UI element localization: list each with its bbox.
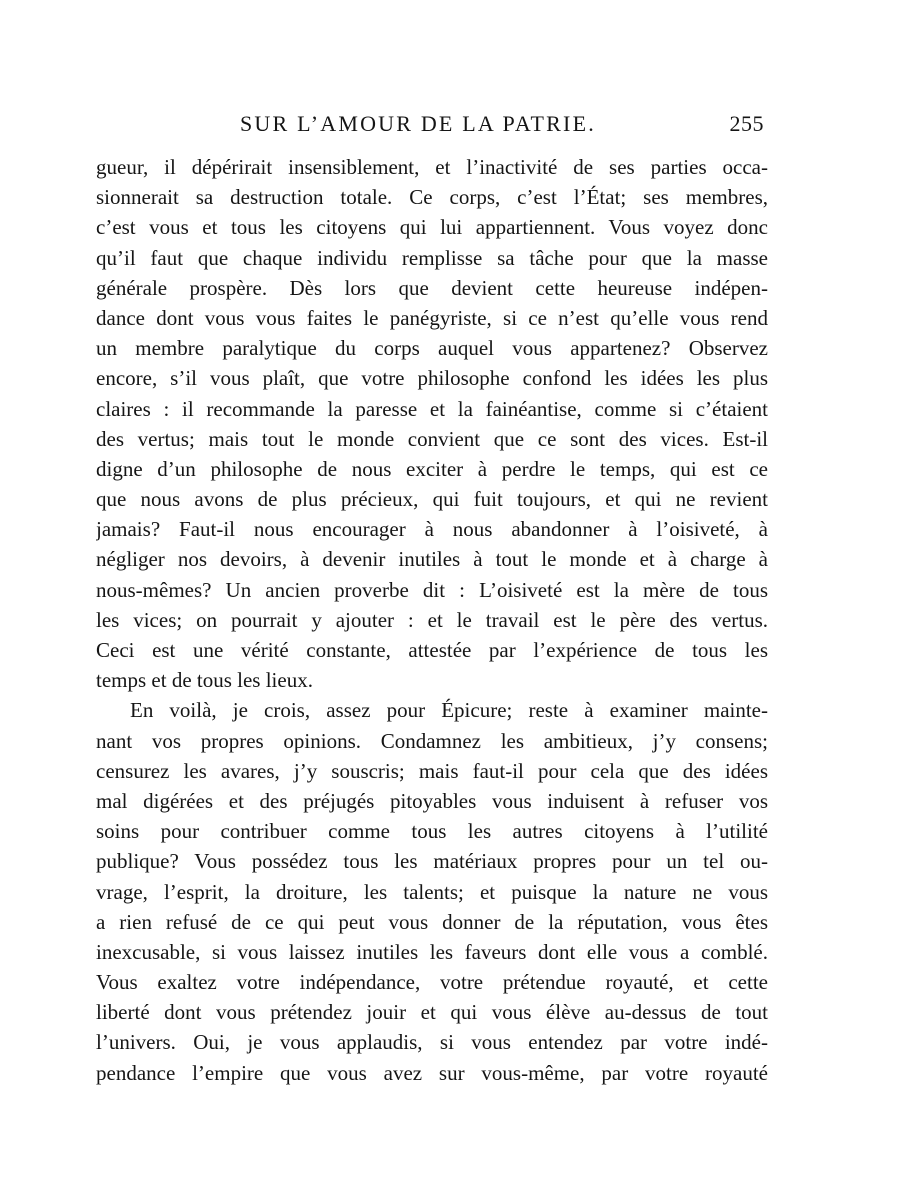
text-line: digne d’un philosophe de nous exciter à perdre le temps, qui est ce	[96, 456, 768, 481]
body-text	[96, 152, 768, 1088]
text-line: temps et de tous les lieux.	[96, 668, 313, 693]
text-line: que nous avons de plus précieux, qui fuit toujours, et qui ne revient	[96, 487, 768, 512]
page-number: 255	[729, 111, 764, 136]
running-title: SUR L’AMOUR DE LA PATRIE.	[240, 111, 596, 136]
text-line: jamais? Faut-il nous encourager à nous abandonner à l’oisiveté, à	[96, 517, 768, 542]
text-line: nous-mêmes? Un ancien proverbe dit : L’oisiveté est la mère de tous	[96, 577, 768, 602]
text-line: qu’il faut que chaque individu remplisse sa tâche pour que la masse	[96, 245, 768, 270]
text-line: encore, s’il vous plaît, que votre philosophe confond les idées les plus	[96, 366, 768, 391]
text-line: liberté dont vous prétendez jouir et qui vous élève au-dessus de tout	[96, 1000, 768, 1025]
text-line: vrage, l’esprit, la droiture, les talents; et puisque la nature ne vous	[96, 879, 768, 904]
text-line: soins pour contribuer comme tous les autres citoyens à l’utilité	[96, 819, 768, 844]
text-line: des vertus; mais tout le monde convient que ce sont des vices. Est-il	[96, 426, 768, 451]
text-line: dance dont vous vous faites le panégyriste, si ce n’est qu’elle vous rend	[96, 305, 768, 330]
text-line: pendance l’empire que vous avez sur vous-même, par votre royauté	[96, 1060, 768, 1085]
text-line: c’est vous et tous les citoyens qui lui appartiennent. Vous voyez donc	[96, 215, 768, 240]
text-line: a rien refusé de ce qui peut vous donner de la réputation, vous êtes	[96, 909, 768, 934]
text-line: Vous exaltez votre indépendance, votre prétendue royauté, et cette	[96, 970, 768, 995]
text-line: censurez les avares, j’y souscris; mais faut-il pour cela que des idées	[96, 758, 768, 783]
text-line: un membre paralytique du corps auquel vous appartenez? Observez	[96, 336, 768, 361]
text-line: publique? Vous possédez tous les matériaux propres pour un tel ou-	[96, 849, 768, 874]
paragraph-2	[96, 695, 768, 1087]
text-line: mal digérées et des préjugés pitoyables vous induisent à refuser vos	[96, 788, 768, 813]
text-line: inexcusable, si vous laissez inutiles les faveurs dont elle vous a comblé.	[96, 939, 768, 964]
text-line: Ceci est une vérité constante, attestée par l’expérience de tous les	[96, 638, 768, 662]
text-line: nant vos propres opinions. Condamnez les ambitieux, j’y consens;	[96, 728, 768, 753]
text-line: l’univers. Oui, je vous applaudis, si vous entendez par votre indé-	[96, 1030, 768, 1055]
text-line: sionnerait sa destruction totale. Ce corps, c’est l’État; ses membres,	[96, 185, 768, 210]
running-head	[100, 111, 768, 143]
text-line: les vices; on pourrait y ajouter : et le travail est le père des vertus.	[96, 607, 768, 632]
text-line: En voilà, je crois, assez pour Épicure; reste à examiner mainte-	[130, 698, 768, 723]
text-line: négliger nos devoirs, à devenir inutiles à tout le monde et à charge à	[96, 547, 768, 572]
text-line: claires : il recommande la paresse et la fainéantise, comme si c’étaient	[96, 396, 768, 421]
text-line: générale prospère. Dès lors que devient cette heureuse indépen-	[96, 275, 768, 300]
paragraph-1	[96, 152, 768, 695]
text-line: gueur, il dépérirait insensiblement, et l’inactivité de ses parties occa-	[96, 155, 768, 179]
